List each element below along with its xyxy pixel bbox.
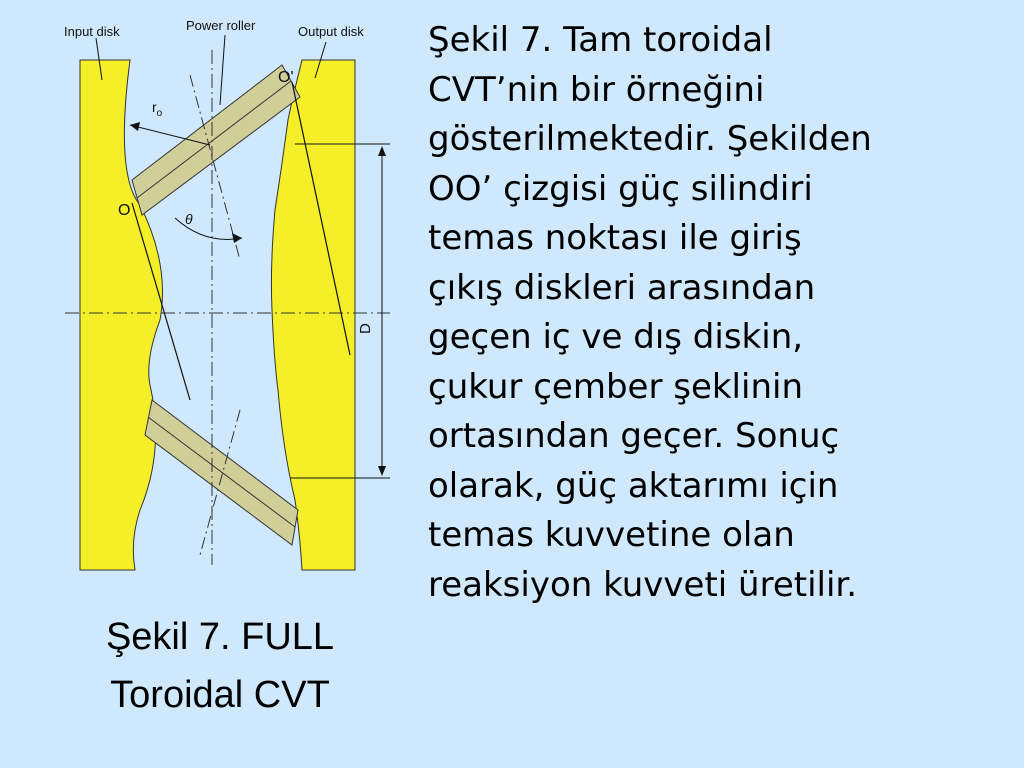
output-disk-label: Output disk [298, 24, 364, 39]
theta-arrowhead [232, 233, 242, 243]
power-roller-leader [220, 35, 225, 105]
body-line: temas kuvvetine olan [428, 515, 795, 555]
power-roller-label: Power roller [186, 18, 256, 33]
lower-roller-centerline [148, 417, 295, 527]
body-line: reaksiyon kuvveti üretilir. [428, 564, 858, 605]
body-line: olarak, güç aktarımı için [428, 465, 839, 506]
caption-line-2: Toroidal CVT [110, 674, 330, 716]
body-line: Şekil 7. Tam toroidal [428, 20, 773, 60]
figure-caption [80, 608, 360, 724]
body-text [428, 16, 1018, 610]
r0-arrowhead [130, 122, 140, 131]
r0-label-sub: o [156, 108, 163, 119]
upper-roller-centerline [137, 81, 291, 198]
upper-power-roller [132, 65, 300, 215]
r0-label [152, 99, 163, 119]
r0-label-main: r [152, 99, 157, 115]
caption-line-1: Şekil 7. FULL [105, 616, 335, 658]
o-label: O [118, 202, 131, 219]
body-line: CVT’nin bir örneğini [428, 69, 765, 110]
d-label: D [357, 323, 374, 334]
toroidal-cvt-diagram [60, 10, 400, 580]
body-line: çıkış diskleri arasından [428, 267, 816, 308]
body-line: çukur çember şeklinin [428, 366, 803, 407]
body-line: geçen iç ve dış diskin, [428, 317, 804, 357]
dimension-arrow-up [378, 146, 386, 156]
o-prime-label: O' [278, 69, 294, 86]
output-disk [271, 60, 355, 570]
theta-label: θ [185, 211, 193, 227]
body-line: ortasından geçer. Sonuç [428, 416, 840, 456]
body-line: OO’ çizgisi güç silindiri [428, 168, 813, 209]
body-line: gösterilmektedir. Şekilden [428, 119, 872, 159]
dimension-arrow-down [378, 466, 386, 476]
input-disk-label: Input disk [64, 24, 120, 39]
input-disk [80, 60, 163, 570]
body-line: temas noktası ile giriş [428, 218, 802, 258]
